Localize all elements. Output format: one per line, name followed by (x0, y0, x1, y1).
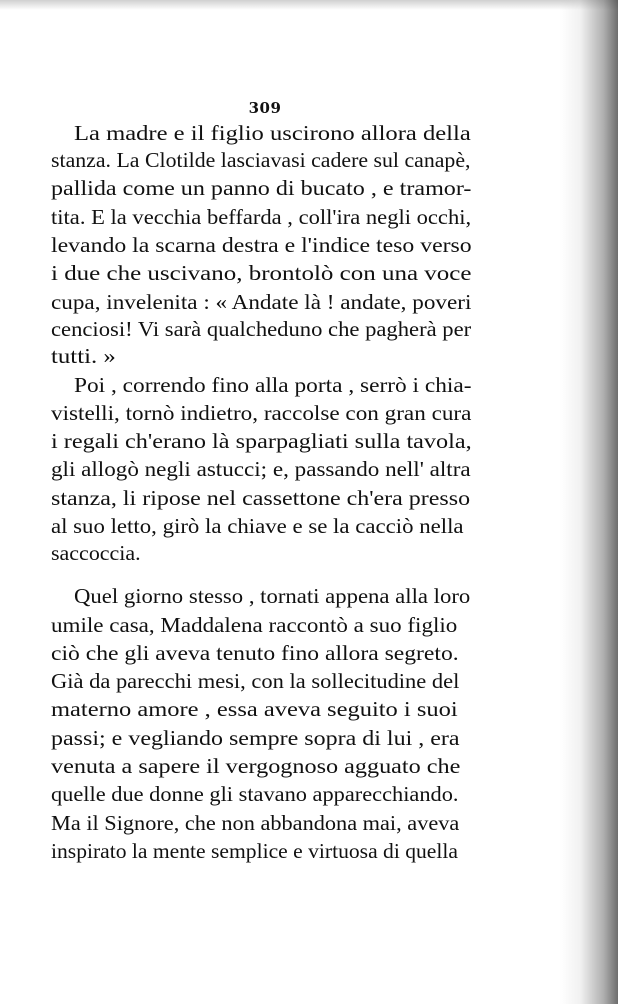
text-line: stanza. La Clotilde lasciavasi cadere sul canapè, (51, 148, 471, 172)
text-line: Quel giorno stesso , tornati appena alla loro (74, 584, 471, 608)
scan-edge-shadow (560, 0, 618, 1004)
text-line: tita. E la vecchia beffarda , coll'ira negli occhi, (51, 205, 472, 229)
text-line: Poi , correndo fino alla porta , serrò i chia- (74, 373, 472, 397)
text-line: tutti. » (51, 344, 116, 368)
text-line: Già da parecchi mesi, con la sollecitudine del (51, 669, 460, 693)
text-line: cupa, invelenita : « Andate là ! andate, poveri (51, 290, 472, 314)
text-line: quelle due donne gli stavano apparecchiando. (51, 782, 459, 806)
text-line: gli allogò negli astucci; e, passando nell' altra (51, 457, 471, 481)
text-line: venuta a sapere il vergognoso agguato che (51, 754, 461, 778)
text-line: cenciosi! Vi sarà qualcheduno che pagherà per (51, 317, 472, 341)
text-line: La madre e il figlio uscirono allora della (74, 121, 471, 145)
text-line: ciò che gli aveva tenuto fino allora segreto. (51, 641, 459, 665)
text-line: passi; e vegliando sempre sopra di lui , era (51, 726, 460, 750)
text-line: materno amore , essa aveva seguito i suoi (51, 697, 458, 721)
text-line: levando la scarna destra e l'indice teso verso (51, 233, 472, 257)
text-line: pallida come un panno di bucato , e tramor- (51, 176, 472, 200)
scan-top-shadow (0, 0, 618, 10)
text-line: umile casa, Maddalena raccontò a suo figlio (51, 613, 458, 637)
text-line: stanza, li ripose nel cassettone ch'era presso (51, 486, 471, 510)
text-line: al suo letto, girò la chiave e se la cacciò nella (51, 514, 464, 538)
text-line: i regali ch'erano là sparpagliati sulla tavola, (51, 429, 472, 453)
text-line: vistelli, tornò indietro, raccolse con gran cura (51, 401, 472, 425)
text-line: Ma il Signore, che non abbandona mai, aveva (51, 811, 460, 835)
text-line: saccoccia. (51, 541, 141, 565)
text-line: i due che uscivano, brontolò con una voce (51, 261, 472, 285)
page-number: 309 (248, 99, 282, 117)
text-line: inspirato la mente semplice e virtuosa di quella (51, 839, 458, 863)
